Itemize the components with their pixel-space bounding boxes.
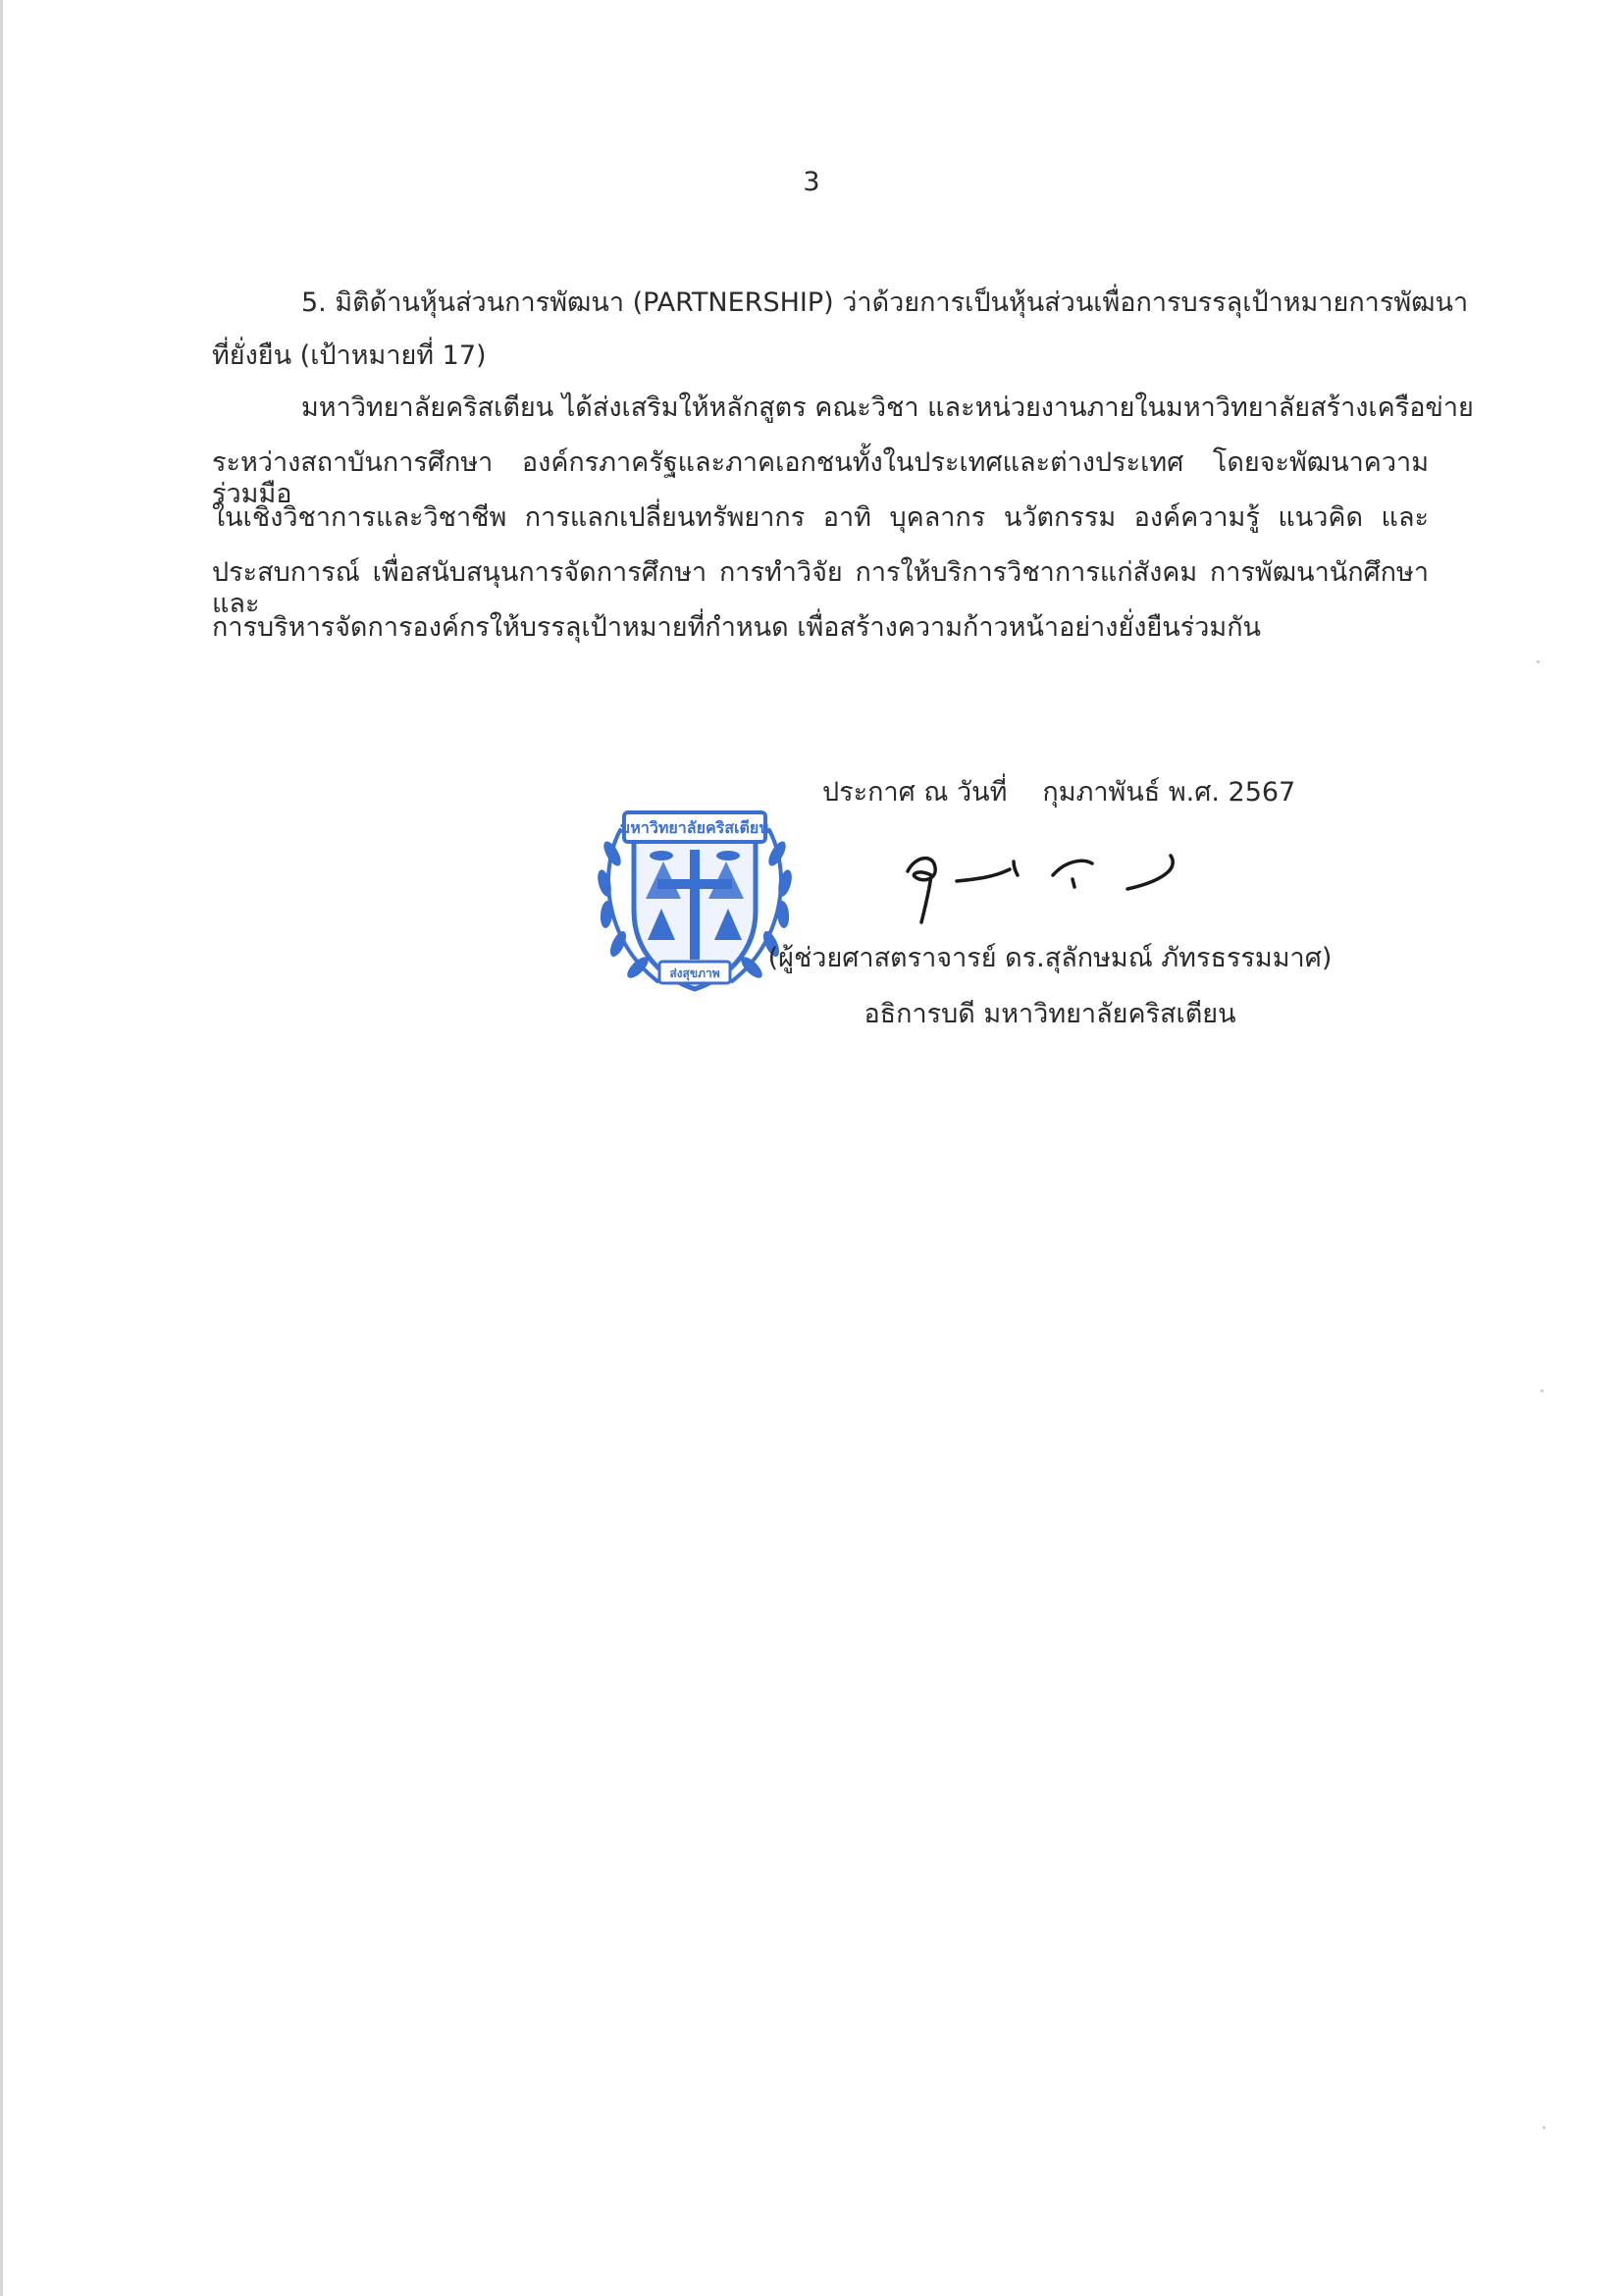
page-edge — [0, 0, 3, 2296]
paragraph-line-4: ประสบการณ์ เพื่อสนับสนุนการจัดการศึกษา การทำวิจัย การให้บริการวิชาการแก่สังคม การพัฒนานักศึกษา และ — [212, 557, 1429, 620]
section-heading-line-1: 5. มิติด้านหุ้นส่วนการพัฒนา (PARTNERSHIP) ว่าด้วยการเป็นหุ้นส่วนเพื่อการบรรลุเป้าหมายการพัฒนา — [301, 287, 1469, 318]
announcement-date-value: กุมภาพันธ์ พ.ศ. 2567 — [1042, 777, 1296, 808]
scan-speck — [1541, 1389, 1544, 1392]
university-seal-icon — [587, 793, 803, 1009]
scan-speck — [1537, 660, 1540, 663]
paragraph-line-1: มหาวิทยาลัยคริสเตียน ได้ส่งเสริมให้หลักสูตร คณะวิชา และหน่วยงานภายในมหาวิทยาลัยสร้างเครือข่าย — [301, 392, 1474, 423]
paragraph-line-2: ระหว่างสถาบันการศึกษา องค์กรภาครัฐและภาคเอกชนทั้งในประเทศและต่างประเทศ โดยจะพัฒนาความร่วมมือ — [212, 447, 1429, 510]
handwritten-signature — [888, 832, 1212, 930]
section-heading-line-2: ที่ยั่งยืน (เป้าหมายที่ 17) — [212, 340, 487, 371]
announcement-date — [822, 777, 1295, 809]
paragraph-line-5: การบริหารจัดการองค์กรให้บรรลุเป้าหมายที่กำหนด เพื่อสร้างความก้าวหน้าอย่างยั่งยืนร่วมกัน — [212, 612, 1262, 643]
seal-motto-text: ส่งสุขภาพ — [669, 966, 720, 980]
signatory-name: (ผู้ช่วยศาสตราจารย์ ดร.สุลักษมณ์ ภัทรธรรมมาศ) — [767, 943, 1333, 973]
announcement-date-label: ประกาศ ณ วันที่ — [822, 777, 1008, 808]
seal-banner-text: มหาวิทยาลัยคริสเตียน — [619, 818, 770, 837]
paragraph-line-3: ในเชิงวิชาการและวิชาชีพ การแลกเปลี่ยนทรัพยากร อาทิ บุคลากร นวัตกรรม องค์ความรู้ แนวคิด และ — [212, 502, 1429, 533]
page-number: 3 — [803, 167, 820, 197]
scan-speck — [1543, 2126, 1545, 2129]
signatory-position: อธิการบดี มหาวิทยาลัยคริสเตียน — [864, 999, 1236, 1029]
